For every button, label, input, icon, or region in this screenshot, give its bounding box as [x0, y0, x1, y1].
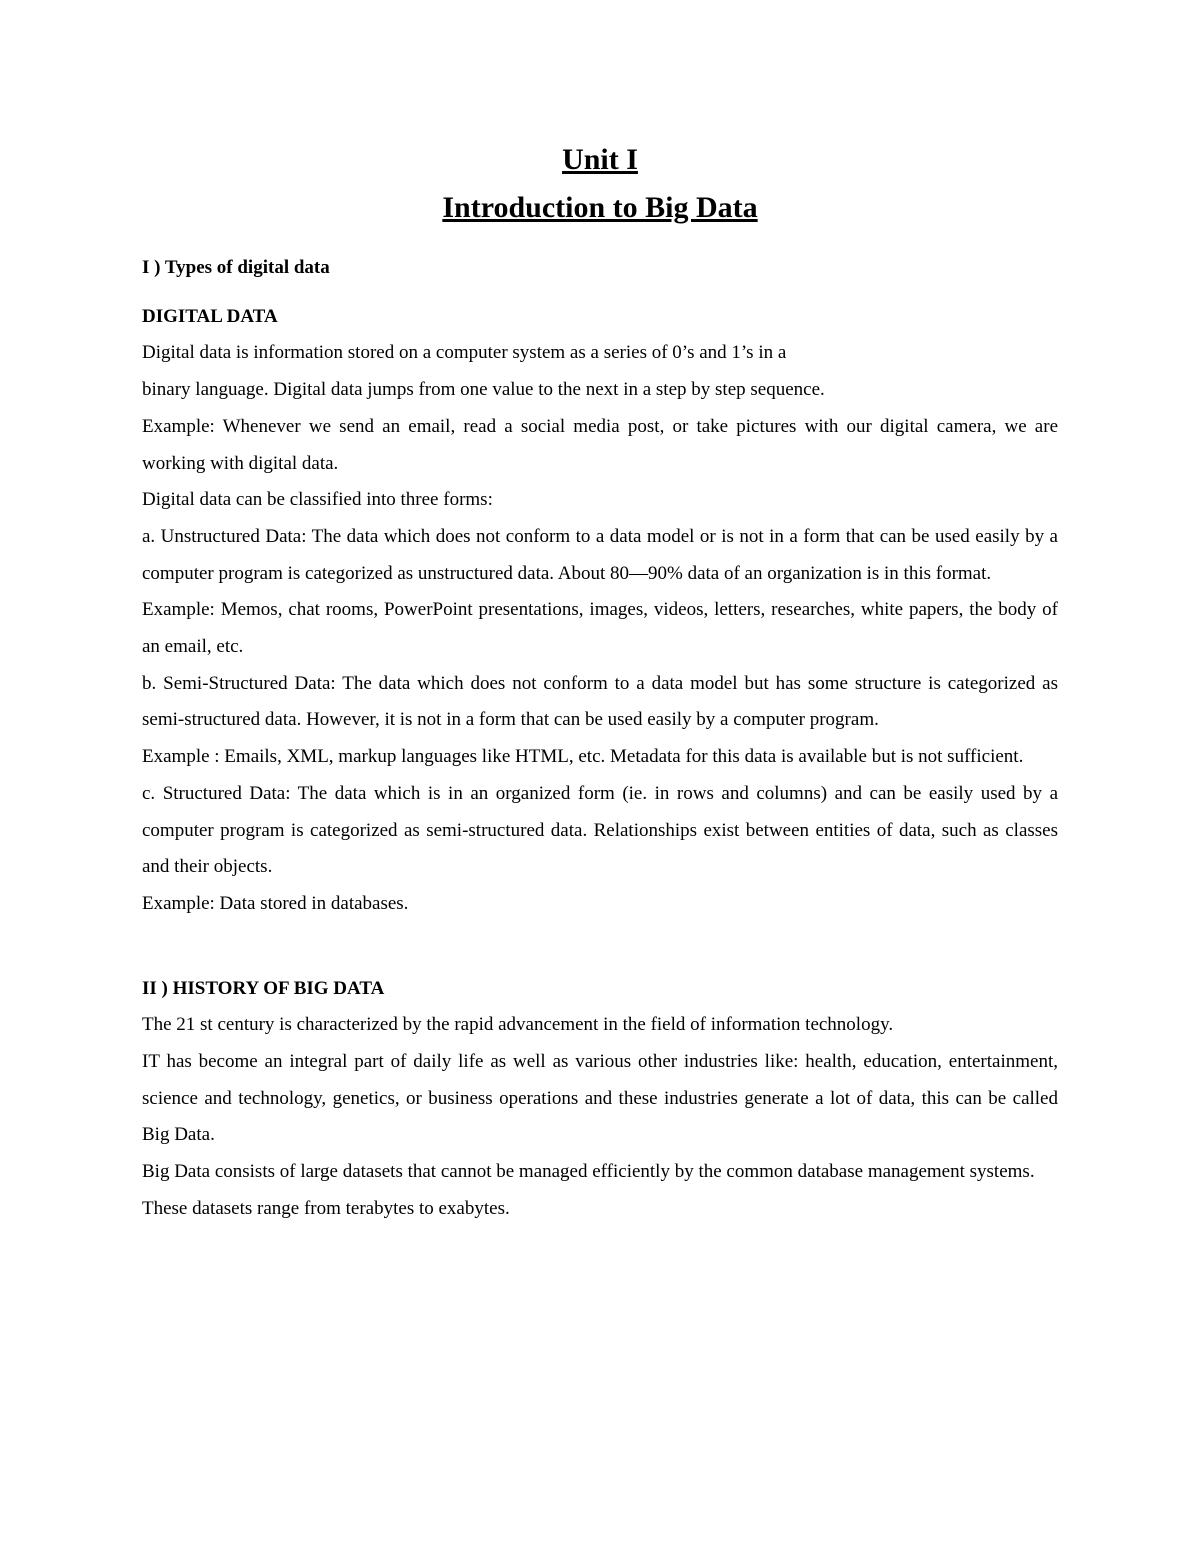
- paragraph-structured: c. Structured Data: The data which is in an organized form (ie. in rows and columns) and can be easily used by a computer program is categorized as semi-structured data. Relationships exist between entities of data, such as classes and their objects.: [142, 782, 1058, 878]
- paragraph-unstructured: a. Unstructured Data: The data which does not conform to a data model or is not in a form that can be used easily by a computer program is categorized as unstructured data. About 80—90% data of an organization is in this format.: [142, 525, 1058, 584]
- paragraph-semi-structured-example: Example : Emails, XML, markup languages like HTML, etc. Metadata for this data is available but is not sufficient.: [142, 746, 1024, 768]
- unit-title: Unit I: [562, 143, 638, 176]
- document-page: [142, 136, 1058, 1228]
- paragraph-line: binary language. Digital data jumps from one value to the next in a step by step sequence.: [142, 379, 825, 401]
- paragraph-example-digital: Example: Whenever we send an email, read a social media post, or take pictures with our digital camera, we are working with digital data.: [142, 415, 1058, 474]
- paragraph-semi-structured: b. Semi-Structured Data: The data which does not conform to a data model but has some structure is categorized as semi-structured data. However, it is not in a form that can be used easily by a computer program.: [142, 672, 1058, 731]
- document-title: Introduction to Big Data: [442, 191, 758, 224]
- paragraph-classification: Digital data can be classified into three forms:: [142, 489, 493, 511]
- paragraph-line: Digital data is information stored on a computer system as a series of 0’s and 1’s in a: [142, 342, 787, 364]
- subheading-digital-data: DIGITAL DATA: [142, 305, 278, 327]
- paragraph-structured-example: Example: Data stored in databases.: [142, 892, 409, 914]
- section-heading-history: II ) HISTORY OF BIG DATA: [142, 977, 385, 999]
- paragraph-it-integral: IT has become an integral part of daily life as well as various other industries like: health, education, entertainment, science and technology, genetics, or business operations and these industries generate a lot of data, this can be called Big Data.: [142, 1051, 1058, 1146]
- paragraph-21st-century: The 21 st century is characterized by the rapid advancement in the field of information technology.: [142, 1014, 894, 1036]
- section-heading-types: I ) Types of digital data: [142, 257, 330, 278]
- paragraph-big-data-definition: Big Data consists of large datasets that cannot be managed efficiently by the common database management systems.: [142, 1161, 1035, 1183]
- paragraph-dataset-range: These datasets range from terabytes to exabytes.: [142, 1197, 510, 1219]
- paragraph-unstructured-example: Example: Memos, chat rooms, PowerPoint presentations, images, videos, letters, researches, white papers, the body of an email, etc.: [142, 599, 1058, 658]
